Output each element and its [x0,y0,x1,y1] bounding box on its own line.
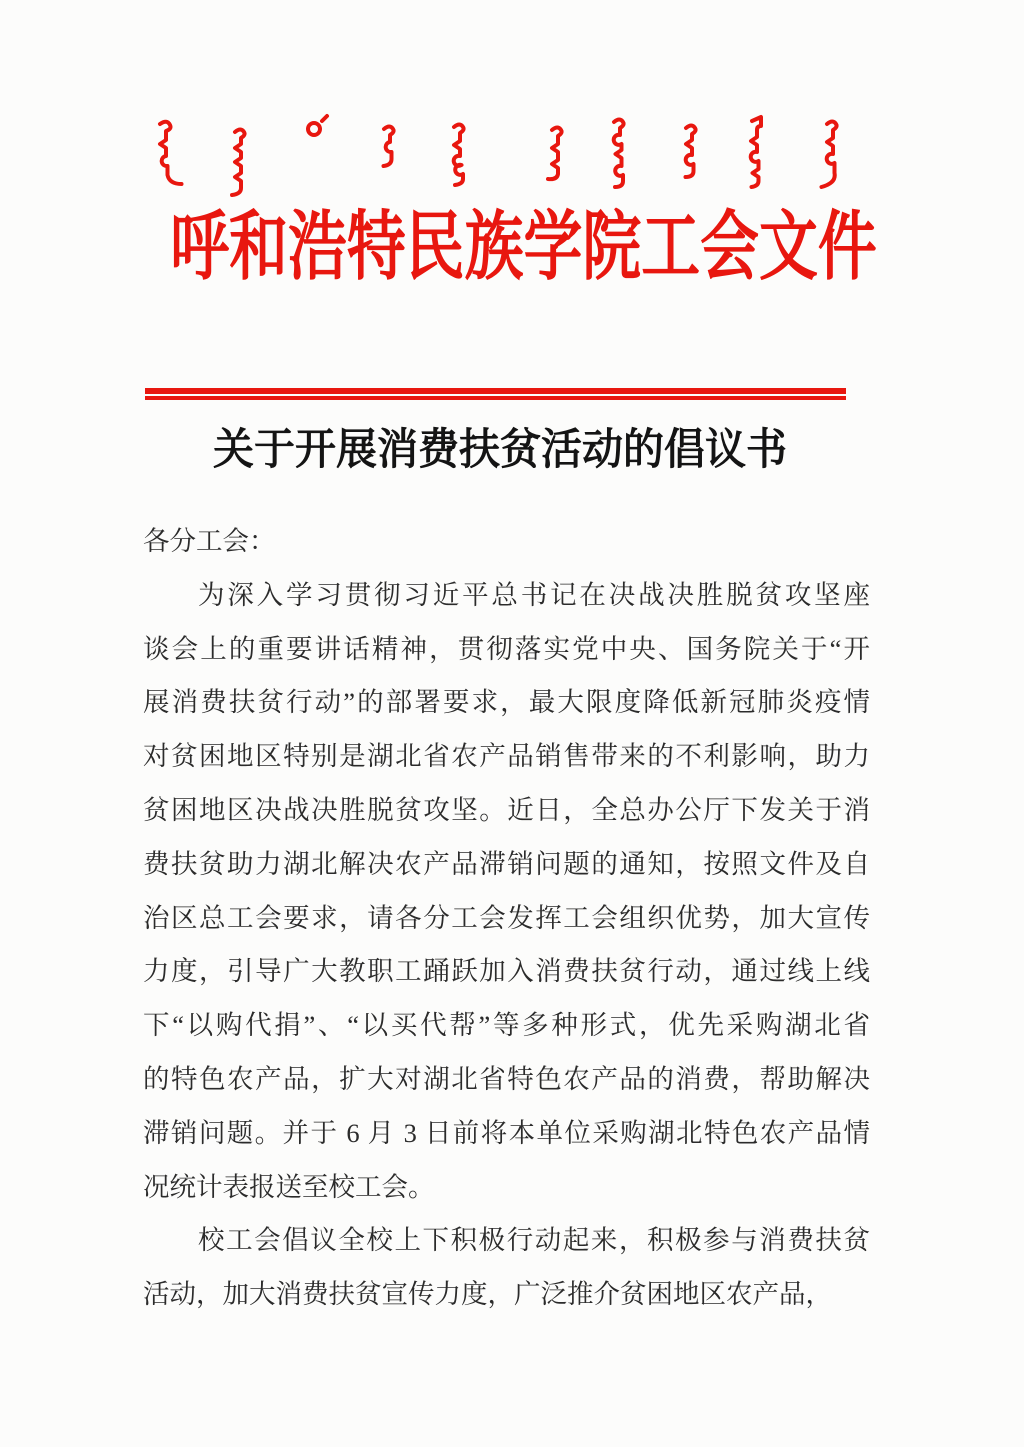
body-line: 力度，引导广大教职工踊跃加入消费扶贫行动，通过线上线 [143,956,870,987]
body-line: 对贫困地区特别是湖北省农产品销售带来的不利影响，助力 [143,741,870,772]
body-line: 下“以购代捐”、“以买代帮”等多种形式，优先采购湖北省 [143,1010,870,1041]
mongolian-word-5 [454,125,464,186]
body-line: 况统计表报送至校工会。 [143,1171,435,1202]
body-line: 展消费扶贫行动”的部署要求，最大限度降低新冠肺炎疫情 [143,687,870,718]
mongolian-word-1 [160,122,182,184]
mongolian-word-4 [384,127,394,167]
mongolian-word-9 [751,117,761,187]
body-line: 活动，加大消费扶贫宣传力度，广泛推介贫困地区农产品， [143,1279,832,1310]
salutation: 各分工会： [143,526,276,556]
body-line: 费扶贫助力湖北解决农产品滞销问题的通知，按照文件及自 [143,848,870,879]
mongolian-word-10 [822,122,837,188]
body-line: 治区总工会要求，请各分工会发挥工会组织优势，加大宣传 [143,902,870,933]
document-title: 关于开展消费扶贫活动的倡议书 [213,425,787,474]
org-title: 呼和浩特民族学院工会文件 [170,205,877,290]
body-line: 的特色农产品，扩大对湖北省特色农产品的消费，帮助解决 [143,1063,870,1094]
body-line: 滞销问题。并于 6 月 3 日前将本单位采购湖北特色农产品情 [143,1117,870,1148]
body-line: 为深入学习贯彻习近平总书记在决战决胜脱贫攻坚座 [198,579,870,610]
mongolian-word-8 [686,126,696,178]
body-lines [143,569,870,1322]
mongolian-word-6 [548,128,562,180]
document-body [143,515,870,1322]
body-line: 校工会倡议全校上下积极行动起来，积极参与消费扶贫 [198,1225,870,1256]
mongolian-word-7 [614,120,624,188]
body-line: 谈会上的重要讲话精神，贯彻落实党中央、国务院关于“开 [143,633,870,664]
mongolian-script-banner [140,113,860,201]
mongolian-word-2 [232,130,245,196]
body-line: 贫困地区决战决胜脱贫攻坚。近日，全总办公厅下发关于消 [143,794,870,825]
red-separator-rule [145,388,846,400]
mongolian-word-3 [308,116,327,135]
